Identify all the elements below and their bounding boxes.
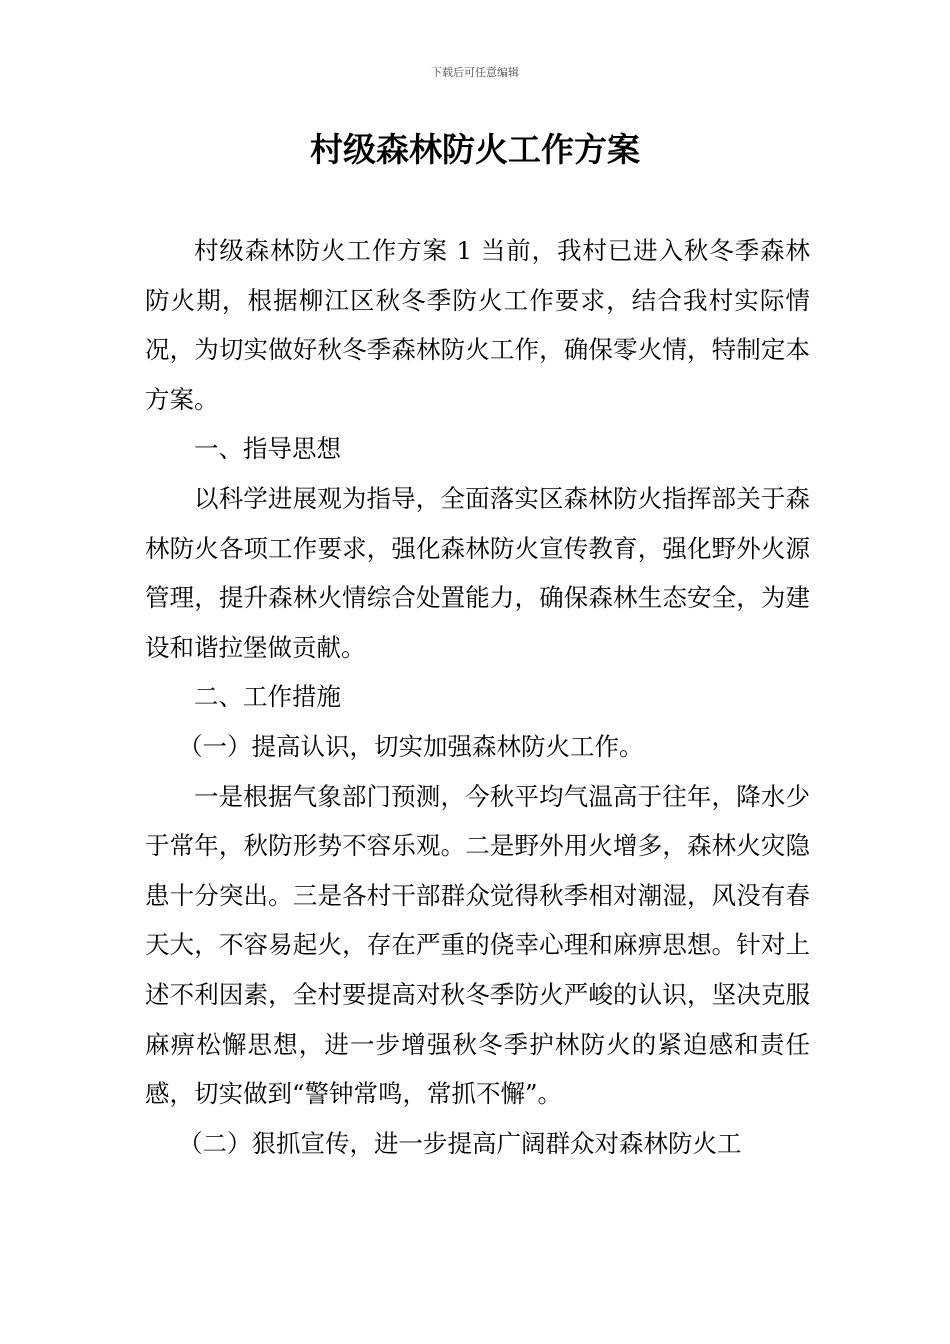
section-heading-guiding-ideology: 一、指导思想 bbox=[194, 434, 341, 464]
header-note: 下载后可任意编辑 bbox=[431, 66, 519, 79]
paragraph-guiding-ideology: 以科学进展观为指导，全面落实区森林防火指挥部关于森林防火各项工作要求，强化森林防火宣传教育，强化野外火源管理，提升森林火情综合处置能力，确保森林生态安全，为建设和谐拉堡做贡献。 bbox=[145, 483, 810, 662]
paragraph-intro: 村级森林防火工作方案 1 当前，我村已进入秋冬季森林防火期，根据柳江区秋冬季防火工作要求，结合我村实际情况，为切实做好秋冬季森林防火工作，确保零火情，特制定本方案。 bbox=[145, 236, 810, 414]
subsection-heading-2: （二）狠抓宣传，进一步提高广阔群众对森林防火工 bbox=[178, 1128, 742, 1158]
paragraph-subsection-1: 一是根据气象部门预测，今秋平均气温高于往年，降水少于常年，秋防形势不容乐观。二是野外用火增多，森林火灾隐患十分突出。三是各村干部群众觉得秋季相对潮湿，风没有春天大，不容易起火，存在严重的侥幸心理和麻痹思想。针对上述不利因素，全村要提高对秋冬季防火严峻的认识，坚决克服麻痹松懈思想，进一步增强秋冬季护林防火的紧迫感和责任感，切实做到“警钟常鸣，常抓不懈”。 bbox=[145, 781, 810, 1109]
document-body bbox=[145, 226, 810, 1168]
section-heading-work-measures: 二、工作措施 bbox=[194, 682, 341, 712]
subsection-heading-1: （一）提高认识，切实加强森林防火工作。 bbox=[178, 731, 644, 761]
document-title: 村级森林防火工作方案 bbox=[310, 130, 640, 169]
